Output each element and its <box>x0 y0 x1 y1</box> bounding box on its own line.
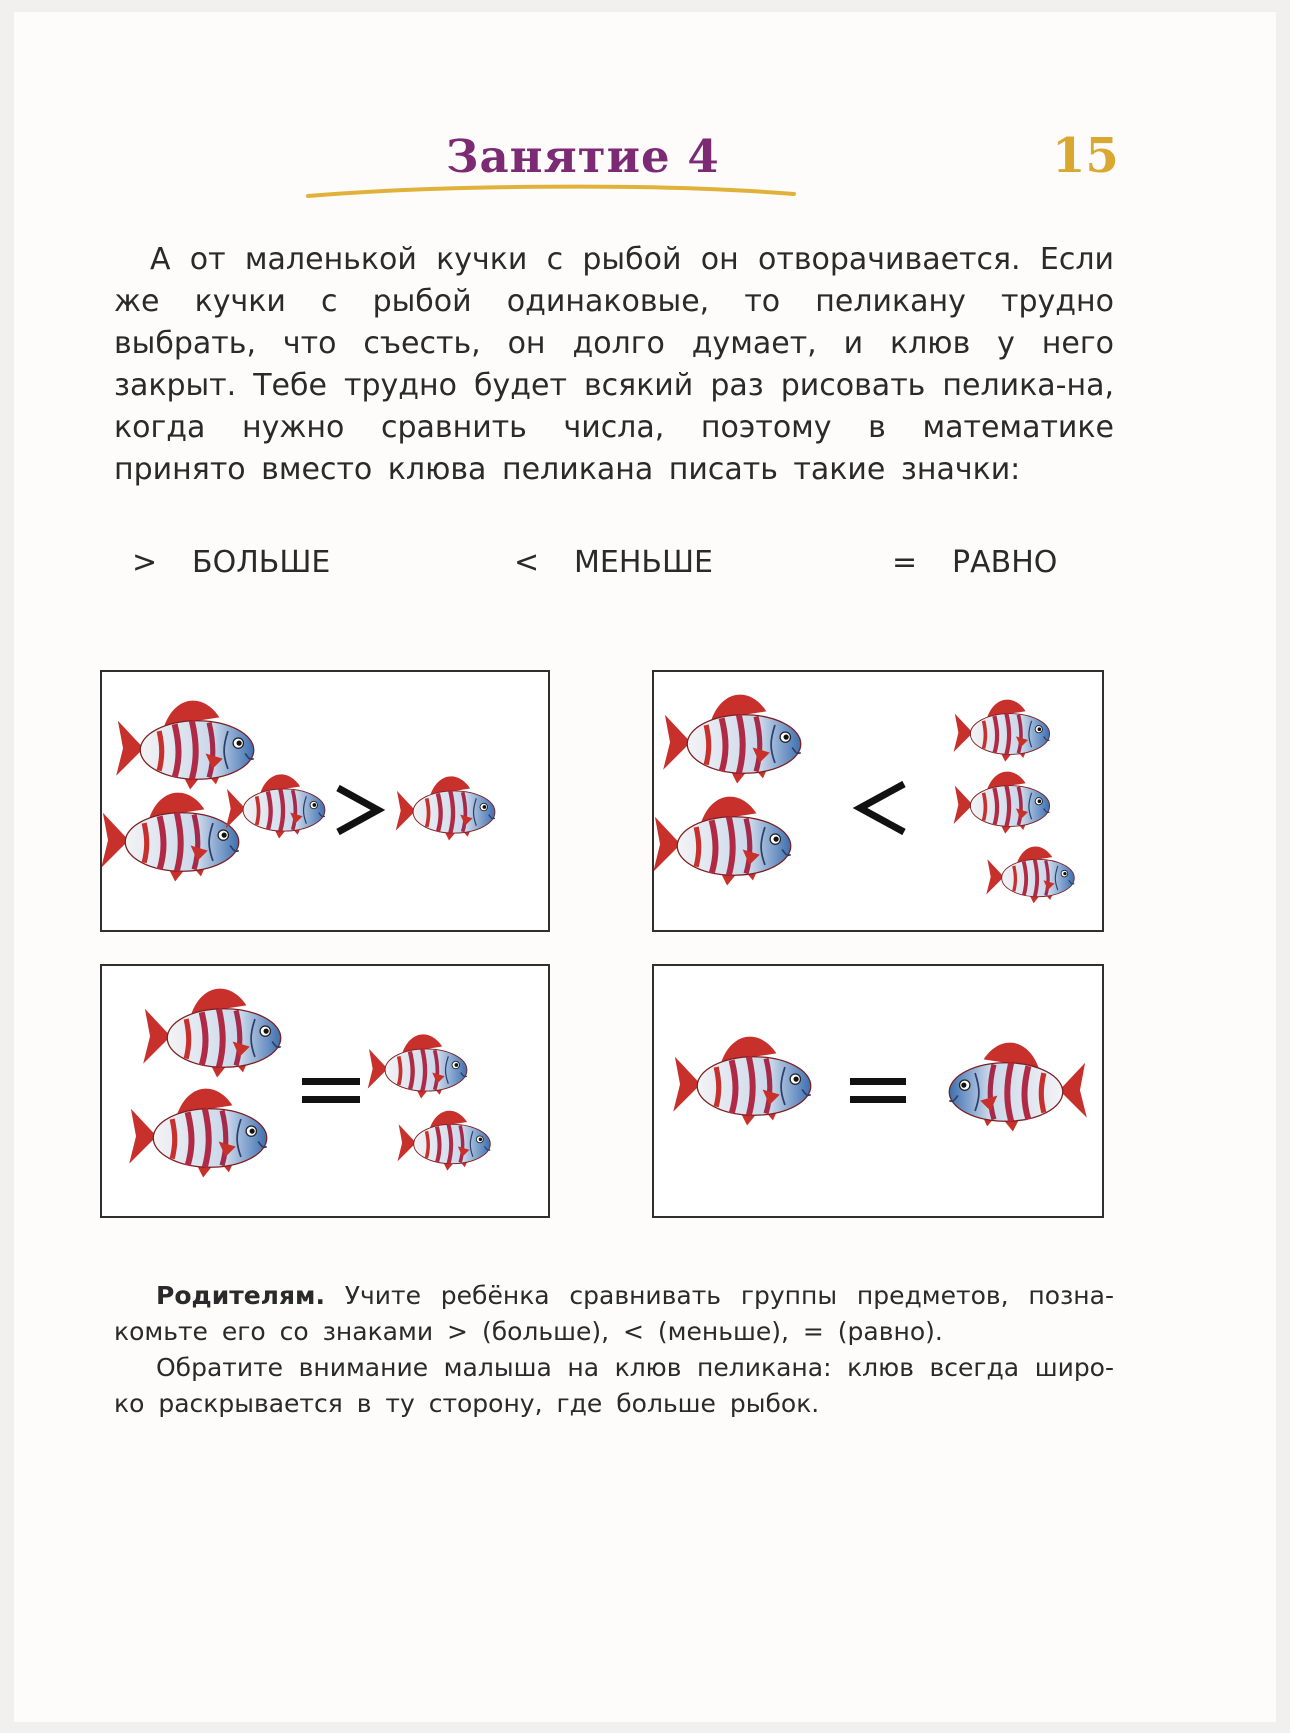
fish <box>654 797 791 886</box>
sign-greater <box>132 545 330 580</box>
book-page <box>14 12 1276 1722</box>
equal-sign-mark <box>850 1078 906 1085</box>
sign-less <box>514 545 713 580</box>
parents-label: Родителям. <box>156 1281 325 1310</box>
fish <box>368 1034 467 1098</box>
fish <box>116 701 254 790</box>
sign-equal <box>892 545 1057 580</box>
equal-sign-mark <box>302 1078 360 1085</box>
fish <box>986 846 1074 903</box>
intro-paragraph: А от маленькой кучки с рыбой он отворачивается. Если же кучки с рыбой одинаковые, то пеликану трудно выбрать, что съесть, он долго думает, и клюв у него закрыт. Тебе трудно будет всякий раз рисовать пелика-на, когда нужно сравнить числа, поэтому в математике принято вместо клюва пеликана писать такие значки: <box>114 242 1114 487</box>
parents-paragraph-1 <box>114 1278 1114 1350</box>
parents-text-1: Учите ребёнка сравнивать группы предметов, позна-комьте его со знаками > (больше), < (меньше), = (равно). <box>114 1281 1114 1346</box>
greater-sign-mark <box>338 788 378 832</box>
less-label: МЕНЬШЕ <box>574 545 714 580</box>
title-underline <box>306 184 796 202</box>
less-symbol: < <box>514 545 540 580</box>
parents-paragraph-2: Обратите внимание малыша на клюв пеликана: клюв всегда широ-ко раскрывается в ту сторону, где больше рыбок. <box>114 1353 1114 1418</box>
lesson-title: Занятие 4 <box>446 130 720 183</box>
fish <box>226 774 325 838</box>
equal-label: РАВНО <box>952 545 1058 580</box>
equal-symbol: = <box>892 545 918 580</box>
fish <box>397 1111 490 1171</box>
panel-greater <box>100 670 550 932</box>
panel-less <box>652 670 1104 932</box>
fish <box>949 1043 1087 1132</box>
fish <box>954 700 1050 762</box>
fish <box>102 793 239 882</box>
fish <box>954 772 1050 834</box>
panel-equal-one <box>652 964 1104 1218</box>
fish <box>673 1037 811 1126</box>
fish <box>396 776 495 840</box>
fish <box>129 1089 267 1178</box>
page-number: 15 <box>1052 128 1119 184</box>
parents-note <box>114 1278 1114 1422</box>
less-sign-mark <box>860 784 904 832</box>
fish <box>143 989 281 1078</box>
fish <box>663 695 801 784</box>
greater-label: БОЛЬШЕ <box>192 545 331 580</box>
greater-symbol: > <box>132 545 158 580</box>
panel-equal-two <box>100 964 550 1218</box>
